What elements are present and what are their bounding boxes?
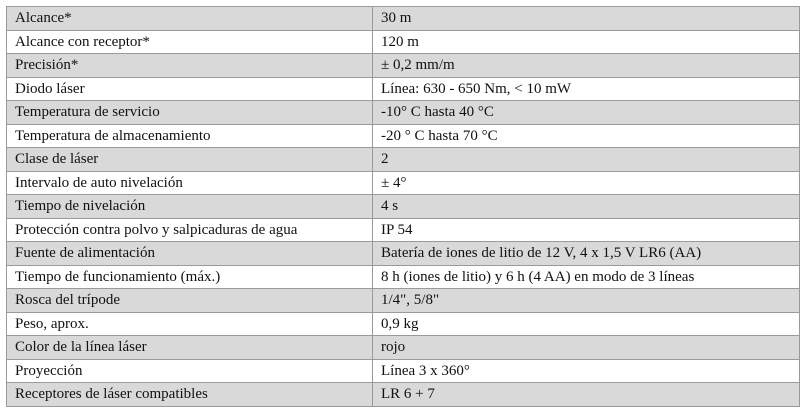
table-row	[7, 171, 800, 195]
spec-label: Clase de láser	[7, 148, 373, 172]
spec-value: Línea: 630 - 650 Nm, < 10 mW	[373, 77, 800, 101]
spec-value: IP 54	[373, 218, 800, 242]
table-row	[7, 383, 800, 407]
spec-value: rojo	[373, 336, 800, 360]
spec-value: 1/4", 5/8"	[373, 289, 800, 313]
spec-value: ± 4°	[373, 171, 800, 195]
table-row	[7, 195, 800, 219]
specifications-table	[6, 6, 800, 407]
spec-value: 30 m	[373, 7, 800, 31]
specifications-table-body	[7, 7, 800, 407]
spec-label: Rosca del trípode	[7, 289, 373, 313]
spec-value: Línea 3 x 360°	[373, 359, 800, 383]
spec-label: Precisión*	[7, 54, 373, 78]
spec-value: 4 s	[373, 195, 800, 219]
table-row	[7, 77, 800, 101]
table-row	[7, 265, 800, 289]
spec-label: Color de la línea láser	[7, 336, 373, 360]
spec-value: 2	[373, 148, 800, 172]
spec-value: -10° C hasta 40 °C	[373, 101, 800, 125]
table-row	[7, 336, 800, 360]
spec-label: Tiempo de funcionamiento (máx.)	[7, 265, 373, 289]
spec-value: ± 0,2 mm/m	[373, 54, 800, 78]
table-row	[7, 101, 800, 125]
table-row	[7, 289, 800, 313]
table-row	[7, 7, 800, 31]
spec-label: Protección contra polvo y salpicaduras de agua	[7, 218, 373, 242]
table-row	[7, 54, 800, 78]
spec-label: Proyección	[7, 359, 373, 383]
spec-value: -20 ° C hasta 70 °C	[373, 124, 800, 148]
table-row	[7, 312, 800, 336]
spec-label: Alcance*	[7, 7, 373, 31]
spec-label: Alcance con receptor*	[7, 30, 373, 54]
spec-label: Temperatura de almacenamiento	[7, 124, 373, 148]
table-row	[7, 359, 800, 383]
spec-label: Temperatura de servicio	[7, 101, 373, 125]
table-row	[7, 148, 800, 172]
table-row	[7, 242, 800, 266]
spec-value: 0,9 kg	[373, 312, 800, 336]
spec-value: Batería de iones de litio de 12 V, 4 x 1,5 V LR6 (AA)	[373, 242, 800, 266]
spec-value: 8 h (iones de litio) y 6 h (4 AA) en modo de 3 líneas	[373, 265, 800, 289]
spec-label: Fuente de alimentación	[7, 242, 373, 266]
spec-label: Intervalo de auto nivelación	[7, 171, 373, 195]
spec-value: 120 m	[373, 30, 800, 54]
table-row	[7, 30, 800, 54]
spec-value: LR 6 + 7	[373, 383, 800, 407]
spec-label: Tiempo de nivelación	[7, 195, 373, 219]
spec-label: Diodo láser	[7, 77, 373, 101]
spec-label: Receptores de láser compatibles	[7, 383, 373, 407]
spec-label: Peso, aprox.	[7, 312, 373, 336]
table-row	[7, 124, 800, 148]
table-row	[7, 218, 800, 242]
